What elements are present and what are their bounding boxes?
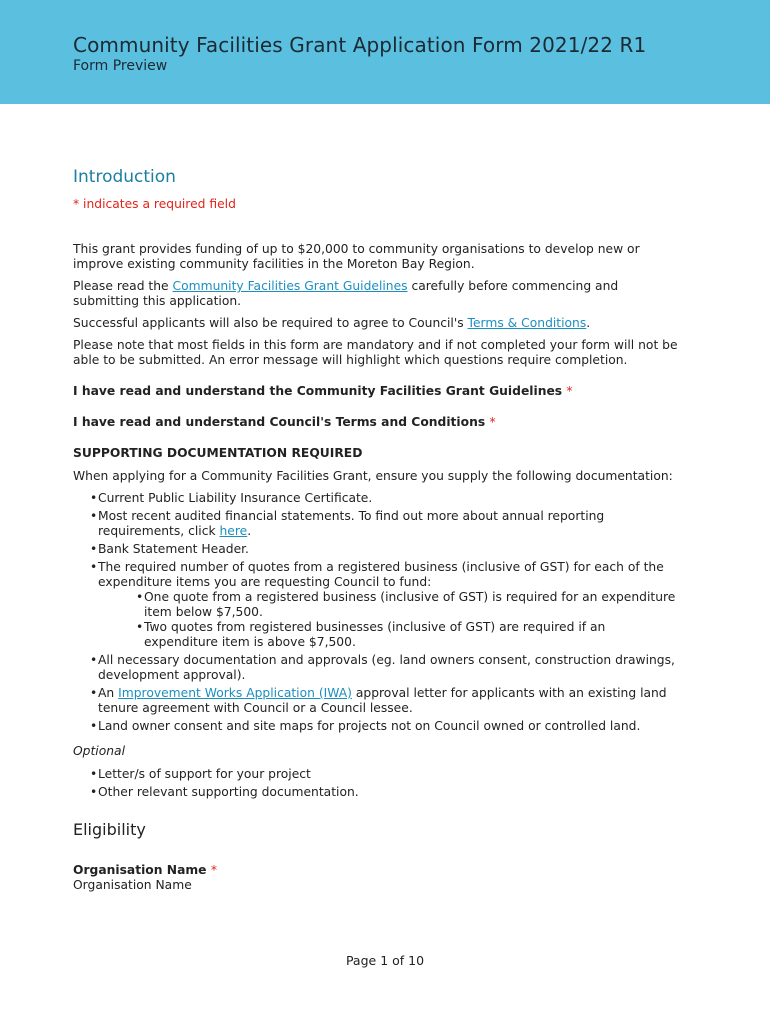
iwa-link[interactable]: Improvement Works Application (IWA) bbox=[118, 686, 352, 700]
text-fragment: . bbox=[247, 524, 252, 538]
list-item: • Letter/s of support for your project bbox=[73, 767, 683, 782]
form-title: Community Facilities Grant Application Form 2021/22 R1 bbox=[73, 33, 647, 57]
text-fragment: carefully before commencing and submitting this application. bbox=[73, 279, 619, 308]
section-heading-eligibility: Eligibility bbox=[73, 820, 146, 839]
list-item bbox=[73, 560, 683, 650]
question-label: I have read and understand Council's Terms and Conditions bbox=[73, 415, 486, 429]
intro-paragraph-terms bbox=[73, 316, 683, 331]
page-header bbox=[0, 0, 770, 104]
list-item: • One quote from a registered business (inclusive of GST) is required for an expenditure item below $7,500. bbox=[98, 590, 683, 620]
text-fragment: . bbox=[586, 316, 591, 330]
text-fragment: An bbox=[98, 686, 119, 700]
required-star: * bbox=[566, 384, 573, 398]
list-item: • Bank Statement Header. bbox=[73, 542, 683, 557]
guidelines-link[interactable]: Community Facilities Grant Guidelines bbox=[172, 279, 408, 293]
form-content bbox=[73, 167, 683, 893]
list-item: • Land owner consent and site maps for projects not on Council owned or controlled land. bbox=[73, 719, 683, 734]
terms-link[interactable]: Terms & Conditions bbox=[467, 316, 587, 330]
question-label: I have read and understand the Community Facilities Grant Guidelines bbox=[73, 384, 563, 398]
optional-docs-list bbox=[73, 767, 683, 800]
organisation-name-sublabel: Organisation Name bbox=[73, 878, 192, 892]
question-guidelines-ack bbox=[73, 384, 683, 399]
form-subtitle: Form Preview bbox=[73, 58, 168, 74]
list-item bbox=[73, 509, 683, 539]
intro-paragraph-guidelines bbox=[73, 279, 683, 309]
text-fragment: Please read the bbox=[73, 279, 173, 293]
list-item: • All necessary documentation and approvals (eg. land owners consent, construction drawings, development approval). bbox=[73, 653, 683, 683]
field-label: Organisation Name bbox=[73, 863, 207, 877]
text-fragment: Successful applicants will also be required to agree to Council's bbox=[73, 316, 468, 330]
supporting-docs-lead: When applying for a Community Facilities Grant, ensure you supply the following documentation: bbox=[73, 469, 673, 483]
supporting-docs-list bbox=[73, 491, 683, 734]
optional-label: Optional bbox=[73, 744, 125, 758]
intro-paragraph-funding: This grant provides funding of up to $20,000 to community organisations to develop new or improve existing community facilities in the Moreton Bay Region. bbox=[73, 242, 640, 271]
list-item bbox=[73, 686, 683, 716]
list-item: • Two quotes from registered businesses (inclusive of GST) are required if an expenditure item is above $7,500. bbox=[98, 620, 683, 650]
text-fragment: approval letter for applicants with an existing land tenure agreement with Council or a Council lessee. bbox=[98, 686, 667, 715]
annual-reporting-link[interactable]: here bbox=[219, 524, 248, 538]
quotes-sublist bbox=[98, 590, 683, 650]
required-star: * bbox=[210, 863, 217, 877]
list-item: • Other relevant supporting documentation. bbox=[73, 785, 683, 800]
text-fragment: The required number of quotes from a registered business (inclusive of GST) for each of the expenditure items you are requesting Council to fund: bbox=[98, 560, 664, 589]
section-heading-introduction: Introduction bbox=[73, 167, 176, 187]
supporting-docs-heading: SUPPORTING DOCUMENTATION REQUIRED bbox=[73, 446, 363, 460]
list-item: • Current Public Liability Insurance Certificate. bbox=[73, 491, 683, 506]
required-field-note: * indicates a required field bbox=[73, 197, 236, 211]
question-terms-ack bbox=[73, 415, 683, 430]
required-star: * bbox=[489, 415, 496, 429]
text-fragment: Most recent audited financial statements. To find out more about annual reporting requirements, click bbox=[98, 509, 605, 538]
page-number: Page 1 of 10 bbox=[345, 953, 425, 968]
organisation-name-label bbox=[73, 863, 683, 878]
intro-paragraph-mandatory: Please note that most fields in this form are mandatory and if not completed your form will not be able to be submitted. An error message will highlight which questions require completion. bbox=[73, 338, 678, 367]
